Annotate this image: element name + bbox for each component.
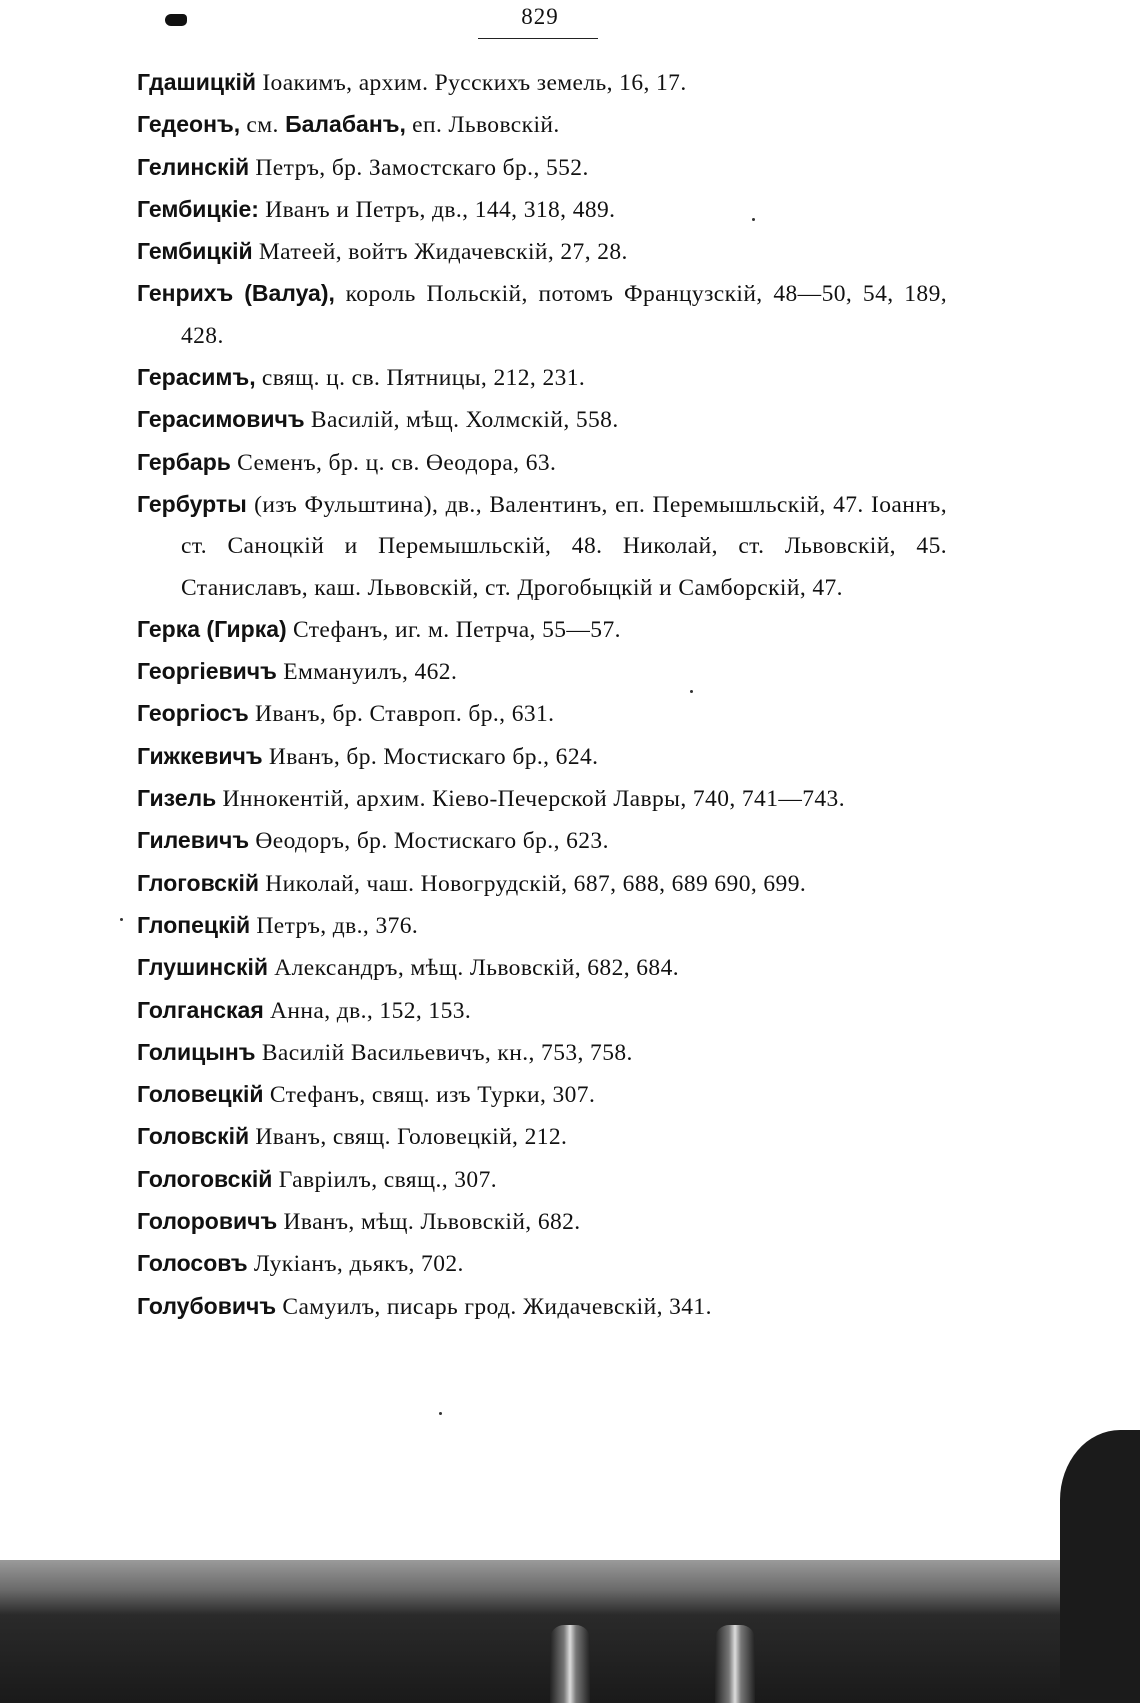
index-entry xyxy=(137,484,947,609)
entry-name: Глушинскій xyxy=(137,954,269,981)
entry-text: Николай, чаш. Новогрудскій, 687, 688, 689 690, 699. xyxy=(258,870,807,897)
scanner-roller xyxy=(715,1625,755,1703)
entry-text: Лукіанъ, дьякъ, 702. xyxy=(247,1251,464,1278)
entry-name: Головскій xyxy=(137,1123,250,1150)
entry-name: Герасимовичъ xyxy=(137,406,305,433)
entry-text: Петръ, бр. Замостскаго бр., 552. xyxy=(249,154,589,181)
index-entry xyxy=(137,990,947,1032)
entry-name: Гологовскій xyxy=(137,1165,273,1192)
entry-text: Еммануилъ, 462. xyxy=(276,659,458,686)
entry-text: Семенъ, бр. ц. св. Өеодора, 63. xyxy=(230,449,557,476)
entry-name: Глоговскій xyxy=(137,869,259,896)
page-curl-shadow xyxy=(1060,1430,1140,1703)
paper-speck xyxy=(439,1412,442,1415)
index-entry xyxy=(137,273,947,357)
entry-text: Иванъ, мѣщ. Львовскій, 682. xyxy=(277,1209,581,1236)
entry-name: Голоровичъ xyxy=(137,1208,278,1235)
entry-text: свящ. ц. св. Пятницы, 212, 231. xyxy=(255,365,586,392)
entry-text: Иванъ, бр. Ставроп. бр., 631. xyxy=(248,701,555,728)
entry-text: Өеодоръ, бр. Мостискаго бр., 623. xyxy=(249,828,609,855)
index-entry xyxy=(137,1201,947,1243)
index-entry xyxy=(137,609,947,651)
paper-speck xyxy=(120,918,123,921)
index-entry xyxy=(137,1032,947,1074)
entry-text: (изъ Фульштина), дв., Валентинъ, еп. Перемышльскій, 47. Іоаннъ, ст. Саноцкій и Перемышльскій, 48. Николай, ст. Львовскій, 45. Станиславъ, каш. Львовскій, ст. Дрогобыцкій и Самборскій, 47. xyxy=(181,491,947,601)
entry-name: Гилевичъ xyxy=(137,827,250,854)
entry-text: Матеей, войтъ Жидачевскій, 27, 28. xyxy=(252,239,628,266)
index-entry xyxy=(137,905,947,947)
index-entry xyxy=(137,147,947,189)
index-entry xyxy=(137,442,947,484)
entry-text: см. Балабанъ, еп. Львовскій. xyxy=(240,111,560,139)
entry-name: Голубовичъ xyxy=(137,1292,277,1319)
index-entry xyxy=(137,651,947,693)
entry-name: Гербарь xyxy=(137,448,231,475)
entry-text: Анна, дв., 152, 153. xyxy=(263,997,472,1024)
index-entry xyxy=(137,693,947,735)
entry-name: Головецкій xyxy=(137,1081,264,1108)
scanner-roller xyxy=(550,1625,590,1703)
index-entry xyxy=(137,231,947,273)
paper-speck xyxy=(752,218,755,221)
entry-name: Гембицкіе: xyxy=(137,195,259,222)
index-entry xyxy=(137,778,947,820)
index-entry xyxy=(137,863,947,905)
page-number-rule xyxy=(478,38,598,39)
entry-text: Иванъ, бр. Мостискаго бр., 624. xyxy=(262,743,599,770)
entry-text: Александръ, мѣщ. Львовскій, 682, 684. xyxy=(268,955,680,982)
index-entry xyxy=(137,736,947,778)
entry-name: Георгіосъ xyxy=(137,700,249,727)
entry-text: Петръ, дв., 376. xyxy=(250,912,419,939)
entry-name: Гембицкій xyxy=(137,238,253,265)
index-entry xyxy=(137,947,947,989)
entry-text: Іоакимъ, архим. Русскихъ земель, 16, 17. xyxy=(256,70,687,96)
entry-name: Гижкевичъ xyxy=(137,742,263,769)
entry-name: Гелинскій xyxy=(137,153,250,180)
paper-speck xyxy=(690,690,693,693)
index-entry xyxy=(137,820,947,862)
entry-text: Иннокентій, архим. Кіево-Печерской Лавры, 740, 741—743. xyxy=(216,786,845,813)
page-number: 829 xyxy=(521,4,559,29)
entry-name: Глопецкій xyxy=(137,911,251,938)
entry-text: Самуилъ, писарь грод. Жидачевскій, 341. xyxy=(276,1293,712,1320)
entry-text: Гавріилъ, свящ., 307. xyxy=(272,1166,498,1193)
index-entry xyxy=(137,1116,947,1158)
index-entry xyxy=(137,1286,947,1328)
entry-text: Иванъ, свящ. Головецкій, 212. xyxy=(249,1124,568,1151)
entry-name: Герасимъ, xyxy=(137,364,256,391)
entry-name: Гдашицкій xyxy=(137,69,257,95)
entry-text: Василій, мѣщ. Холмскій, 558. xyxy=(304,407,619,434)
index-entries xyxy=(137,62,947,1328)
index-entry xyxy=(137,189,947,231)
entry-name: Генрихъ (Валуа), xyxy=(137,280,335,307)
entry-name: Гизель xyxy=(137,785,217,812)
entry-text: Иванъ и Петръ, дв., 144, 318, 489. xyxy=(258,196,616,223)
index-entry xyxy=(137,62,947,104)
entry-name: Голицынъ xyxy=(137,1038,256,1065)
index-entry xyxy=(137,357,947,399)
ink-blot-mark xyxy=(165,14,187,26)
entry-name: Гербурты xyxy=(137,490,247,517)
index-entry xyxy=(137,104,947,146)
entry-name: Герка (Гирка) xyxy=(137,615,287,642)
entry-text: Стефанъ, иг. м. Петрча, 55—57. xyxy=(286,616,621,643)
entry-name: Голосовъ xyxy=(137,1250,248,1277)
entry-text: Стефанъ, свящ. изъ Турки, 307. xyxy=(263,1082,596,1109)
entry-name: Гедеонъ, xyxy=(137,111,241,138)
index-entry xyxy=(137,1074,947,1116)
entry-text: Василій Васильевичъ, кн., 753, 758. xyxy=(255,1039,633,1066)
entry-name: Георгіевичъ xyxy=(137,658,277,685)
index-entry xyxy=(137,1159,947,1201)
entry-name: Голганская xyxy=(137,996,264,1023)
index-entry xyxy=(137,1243,947,1285)
entry-text: король Польскій, потомъ Французскій, 48—50, 54, 189, 428. xyxy=(181,281,947,349)
index-entry xyxy=(137,399,947,441)
